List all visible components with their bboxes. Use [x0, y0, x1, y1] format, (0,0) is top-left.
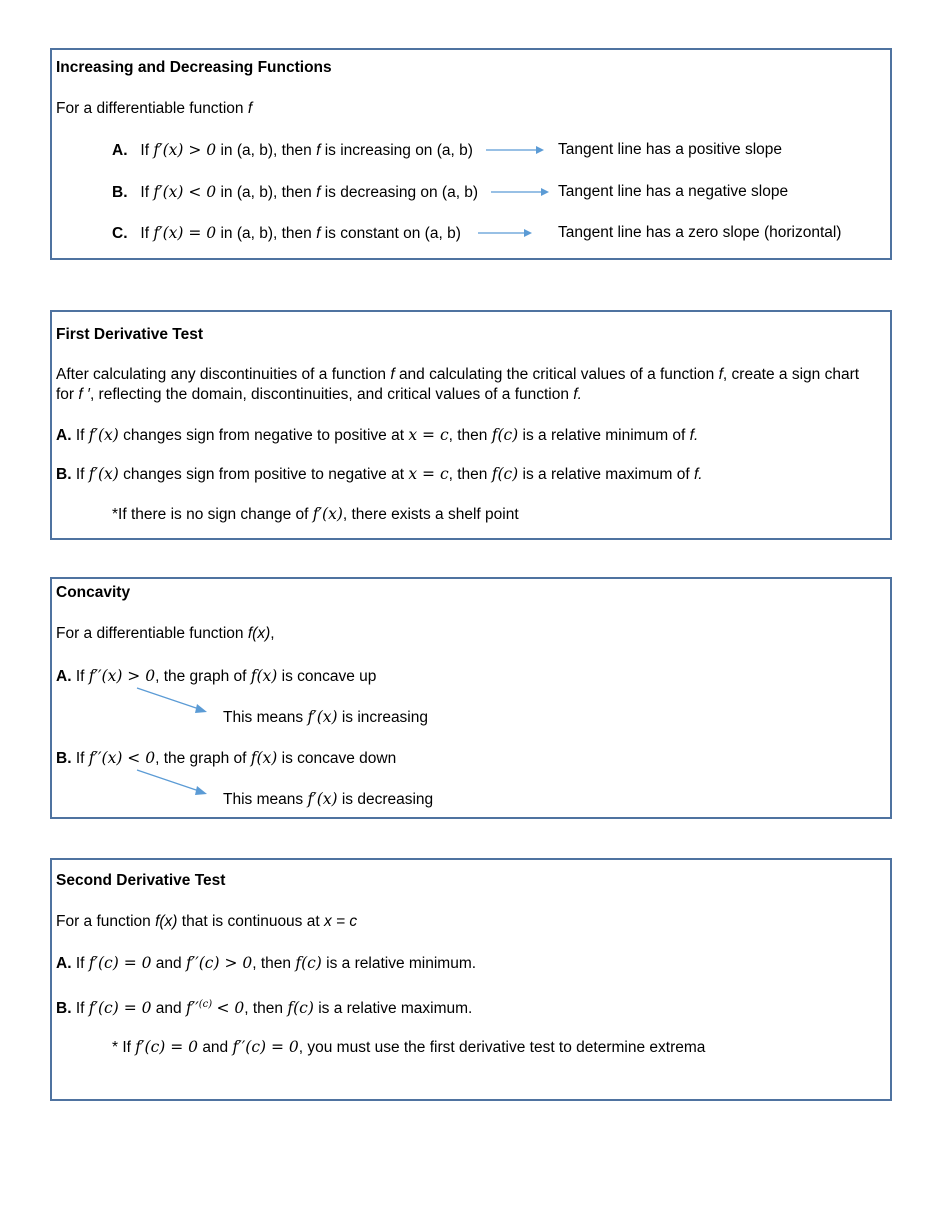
intro-line: For a differentiable function f	[56, 100, 253, 117]
arrow-icon	[478, 227, 538, 239]
rule-b: B. If f′(c) = 0 and $f''^{(c)} < 0$, then f(c) is a relative maximum.	[56, 999, 473, 1018]
arrow-icon	[486, 144, 546, 156]
section-title: Increasing and Decreasing Functions	[56, 59, 332, 76]
section-title: First Derivative Test	[56, 326, 204, 343]
rule-b: B. If f′(x) < 0 in (a, b), then f is decreasing on (a, b)	[112, 183, 479, 201]
rule-b-meaning: This means f′(x) is decreasing	[223, 790, 434, 808]
rule-b: B. If f′(x) changes sign from positive to negative at x = c, then f(c) is a relative maximum of f.	[56, 465, 703, 483]
section-title: Second Derivative Test	[56, 872, 226, 889]
paragraph-line-1: After calculating any discontinuities of a function f and calculating the critical values of a function f, create a sign chart	[56, 366, 860, 383]
diagonal-arrow-icon	[137, 687, 209, 715]
rule-a-result: Tangent line has a positive slope	[558, 141, 783, 158]
rule-a-meaning: This means f′(x) is increasing	[223, 708, 428, 726]
paragraph-line-2: for f ′, reflecting the domain, discontinuities, and critical values of a function f.	[56, 386, 582, 403]
rule-b-result: Tangent line has a negative slope	[558, 183, 789, 200]
rule-a: A. If f′(x) changes sign from negative to positive at x = c, then f(c) is a relative minimum of f.	[56, 426, 699, 444]
diagonal-arrow-icon	[137, 769, 209, 797]
increasing-decreasing-box	[50, 48, 892, 260]
concavity-box	[50, 577, 892, 819]
rule-c: C. If f′(x) = 0 in (a, b), then f is constant on (a, b)	[112, 224, 461, 242]
rule-a: A. If f′(c) = 0 and f′′(c) > 0, then f(c) is a relative minimum.	[56, 954, 477, 972]
intro-line: For a differentiable function f(x),	[56, 625, 275, 642]
arrow-icon	[491, 186, 551, 198]
shelf-point-note: *If there is no sign change of f′(x), there exists a shelf point	[112, 505, 519, 523]
rule-a: A. If f′(x) > 0 in (a, b), then f is increasing on (a, b)	[112, 141, 473, 159]
first-derivative-box	[50, 310, 892, 540]
rule-c-result: Tangent line has a zero slope (horizontal)	[558, 224, 842, 241]
extrema-note: * If f′(c) = 0 and f′′(c) = 0, you must use the first derivative test to determine extrema	[112, 1038, 706, 1056]
rule-a: A. If f′′(x) > 0, the graph of f(x) is concave up	[56, 667, 377, 685]
second-derivative-box	[50, 858, 892, 1101]
intro-line: For a function f(x) that is continuous at x = c	[56, 913, 358, 930]
section-title: Concavity	[56, 584, 131, 601]
rule-b: B. If f′′(x) < 0, the graph of f(x) is concave down	[56, 749, 397, 767]
